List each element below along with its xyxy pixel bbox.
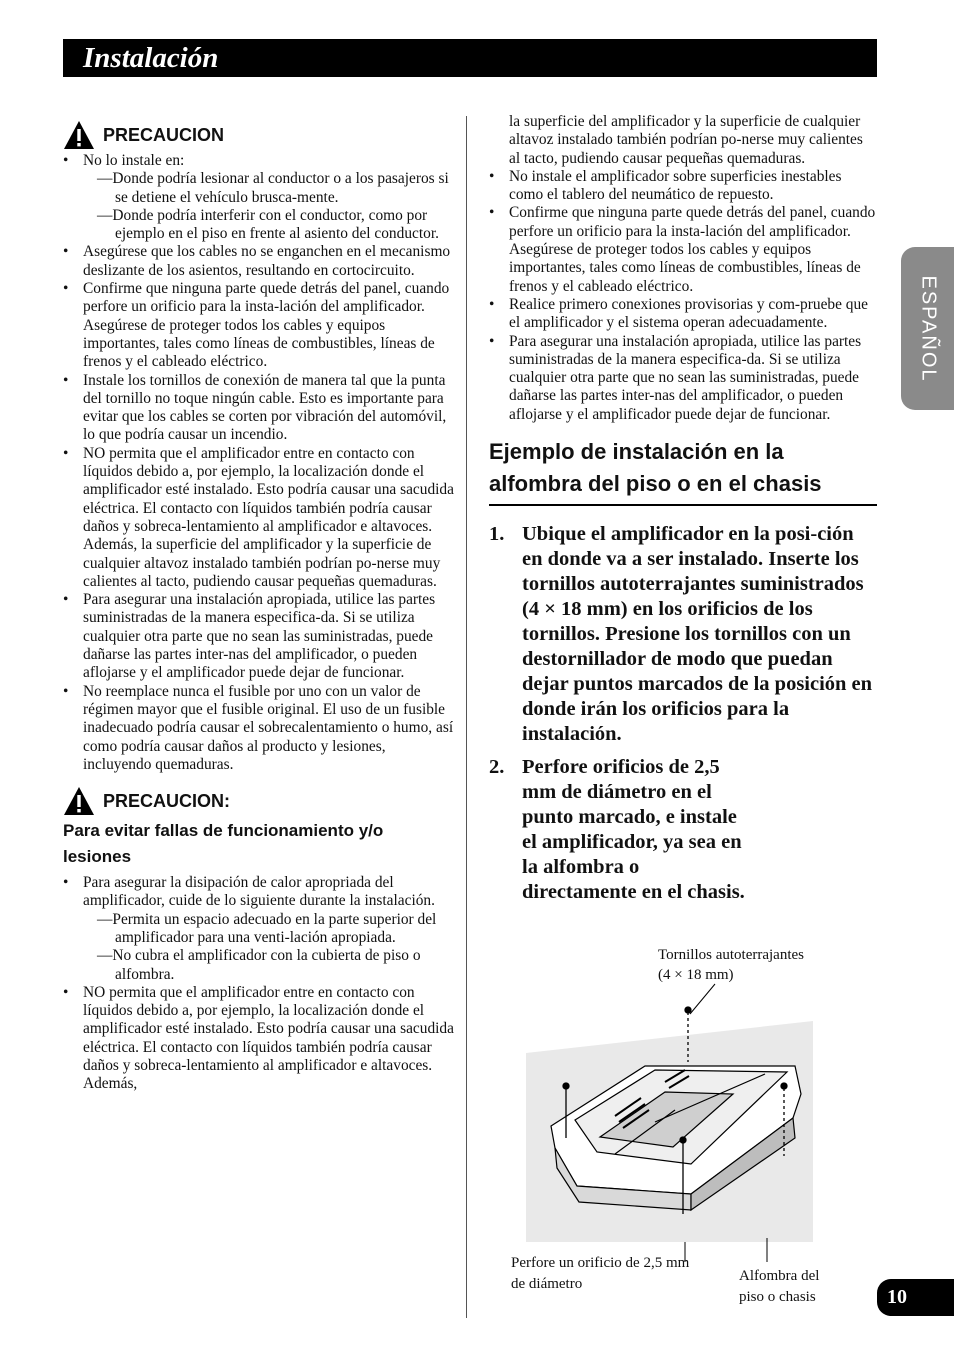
caution-title: PRECAUCION: [103, 124, 225, 145]
figure-label-screws-size: (4 × 18 mm): [658, 967, 734, 983]
installation-figure: [505, 942, 877, 1322]
warning-icon: [63, 786, 95, 816]
continuation-text: la superficie del amplificador y la superficie de cualquier altavoz instalado también podrían po-nerse muy calientes al tacto, pudiendo causar pequeñas quemaduras.: [509, 113, 863, 167]
step-item: [489, 755, 747, 905]
right-column: [489, 113, 877, 913]
list-item: • No instale el amplificador sobre superficies inestables como el tablero del neumático de repuesto.: [489, 168, 877, 205]
language-tab-label: ESPAÑOL: [917, 275, 939, 382]
step-number: 2.: [489, 756, 505, 779]
header-bar: [63, 39, 877, 77]
list-item: • Realice primero conexiones provisorias y com-pruebe que el amplificador y el sistema operan adecuadamente.: [489, 296, 877, 333]
column-divider: [466, 116, 467, 1318]
caution-list-2: [63, 874, 455, 1094]
page-title: Instalación: [83, 42, 219, 74]
sub-item: —Donde podría interferir con el conductor, como por ejemplo en el piso en frente al asiento del conductor.: [97, 206, 439, 243]
figure-label-drill-size: de diámetro: [511, 1276, 583, 1292]
language-tab: [901, 247, 954, 410]
caution-heading-2: [63, 786, 455, 816]
figure-label-floor-2: piso o chasis: [739, 1289, 816, 1305]
list-item: • No reemplace nunca el fusible por uno con un valor de régimen mayor que el fusible original. El uso de un fusible inadecuado podría causar el sobrecalentamiento o humo, así como podría causar daños al producto y lesiones, incluyendo quemaduras.: [63, 683, 455, 774]
list-item: • Para asegurar una instalación apropiada, utilice las partes suministradas de la manera especifica-da. Si se utiliza cualquier otra parte que no sean las suministradas, puede dañarse las partes inter-nas del amplificador, o pueden aflojarse y el amplificador puede dejar de funcionar.: [489, 333, 877, 424]
list-item: • NO permita que el amplificador entre en contacto con líquidos debido a, por ejemplo, la localización donde el amplificador esté instalado. Esto podría causar una sacudida eléctrica. El contacto con líquidos también podría causar daños y sobreca-lentamiento al amplificador e altavoces. Además, la superficie del amplificador y la superficie de cualquier altavoz instalado también podrían po-nerse muy calientes al tacto, pudiendo causar pequeñas quemaduras.: [63, 445, 455, 591]
list-item: • Confirme que ninguna parte quede detrás del panel, cuando perfore un orificio para la insta-lación del amplificador. Asegúrese de proteger todos los cables y equipos importantes, tales como líneas de combustibles, líneas de frenos y el cableado eléctrico.: [63, 280, 455, 371]
caution-heading: [63, 120, 455, 150]
sub-item: —Permita un espacio adecuado en la parte superior del amplificador para una venti-lación apropiada.: [97, 910, 437, 946]
caution-title: PRECAUCION:: [103, 790, 231, 811]
list-item: • NO permita que el amplificador entre en contacto con líquidos debido a, por ejemplo, la localización donde el amplificador esté instalado. Esto podría causar una sacudida eléctrica. El contacto con líquidos también podría causar daños y sobreca-lentamiento al amplificador e altavoces. Además,: [63, 984, 455, 1094]
list-item: • Instale los tornillos de conexión de manera tal que la punta del tornillo no toque ningún cable. Esto es importante para evitar que los cables se corten por vibración del automóvil, lo que podría causar un incendio.: [63, 372, 455, 445]
caution-list: [63, 152, 455, 774]
list-item: • Para asegurar una instalación apropiada, utilice las partes suministradas de la manera especifica-da. Si se utiliza cualquier otra parte que no sean las suministradas, puede dañarse las partes inter-nas del amplificador, o pueden aflojarse y el amplificador puede dejar de funcionar.: [63, 591, 455, 682]
figure-label-screws: Tornillos autoterrajantes: [658, 947, 804, 963]
step-text: Perfore orificios de 2,5 mm de diámetro en el punto marcado, e instale el amplificador, ya sea en la alfombra o directamente en el chasis.: [522, 756, 745, 904]
list-item: • Asegúrese que los cables no se enganchen en el mecanismo deslizante de los asientos, resultando en cortocircuito.: [63, 243, 455, 280]
section-title: Ejemplo de instalación en la alfombra del piso o en el chasis: [489, 436, 877, 506]
figure-label-drill: Perfore un orificio de 2,5 mm: [511, 1255, 690, 1271]
caution-subheading: Para evitar fallas de funcionamiento y/o lesiones: [63, 821, 384, 867]
warning-icon: [63, 120, 95, 150]
step-text: Ubique el amplificador en la posi-ción en donde va a ser instalado. Inserte los tornillos autoterrajantes suministrados (4 × 18 mm) en los orificios de los tornillos. Presione los tornillos con un destornillador de modo que puedan dejar puntos marcados de la posición en donde irán los orificios para la instalación.: [522, 523, 873, 746]
list-item-text: No lo instale en:: [83, 152, 185, 169]
figure-label-floor: Alfombra del: [739, 1268, 820, 1284]
sub-item: —No cubra el amplificador con la cubierta de piso o alfombra.: [97, 947, 421, 983]
list-item: • Confirme que ninguna parte quede detrás del panel, cuando perfore un orificio para la insta-lación del amplificador. Asegúrese de proteger todos los cables y equipos importantes, tales como líneas de combustibles, líneas de frenos y el cableado eléctrico.: [489, 204, 877, 295]
steps-list: [489, 522, 877, 905]
step-number: 1.: [489, 523, 505, 546]
list-item: [63, 152, 455, 243]
step-item: [489, 522, 877, 747]
list-item: [63, 874, 455, 984]
list-item-continuation: [489, 113, 877, 168]
continued-list: [489, 113, 877, 424]
left-column: [63, 120, 455, 1094]
page-number: 10: [877, 1279, 954, 1316]
sub-item: —Donde podría lesionar al conductor o a los pasajeros si se detiene el vehículo brusca-mente.: [97, 170, 449, 206]
list-item-text: Para asegurar la disipación de calor apropriada del amplificador, cuide de lo siguiente durante la instalación.: [83, 874, 435, 910]
